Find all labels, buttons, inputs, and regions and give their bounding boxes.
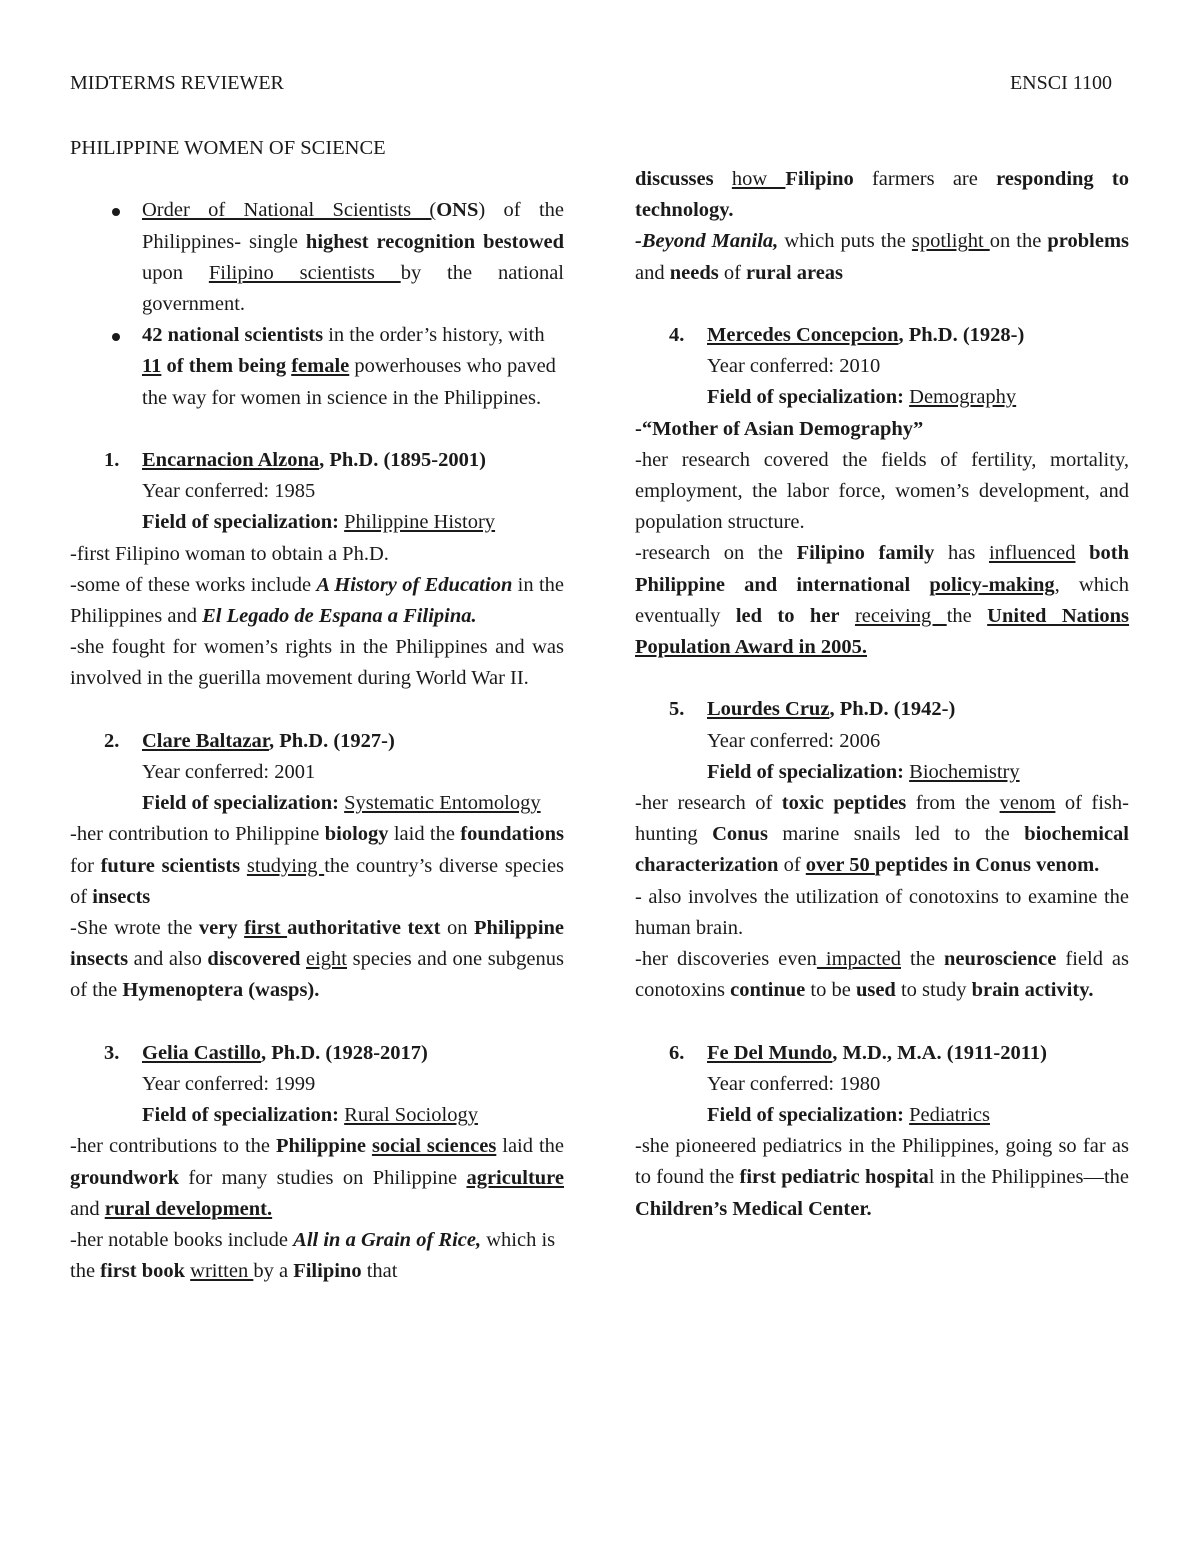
entry-del-mundo: 6. Fe Del Mundo, M.D., M.A. (1911-2011) Year conferred: 1980 Field of specialization: Pediatrics -she pioneered pediatrics in the Philippines, going so far as to found the first pediatric hospital in the Philippines—the Children’s Medical Center.: [635, 1041, 1129, 1220]
left-column: [70, 133, 564, 1287]
entry-castillo: 3. Gelia Castillo, Ph.D. (1928-2017) Year conferred: 1999 Field of specialization: Rural Sociology -her contributions to the Philippine social sciences laid the groundwork for many studies on Philippine agriculture and rural development. -her notable books include All in a Grain of Rice, which is the first book written by a Filipino that: [70, 1041, 564, 1283]
bullet-ons: Order of National Scientists (ONS) of the Philippines- single highest recognition bestowed upon Filipino scientists by the national government.: [70, 195, 564, 320]
header-course-code: ENSCI 1100: [1009, 72, 1112, 94]
scientist-name: Gelia Castillo: [142, 1041, 262, 1064]
scientist-name: Encarnacion Alzona: [142, 449, 320, 471]
entry-alzona: 1. Encarnacion Alzona, Ph.D. (1895-2001) Year conferred: 1985 Field of specialization: Philippine History -first Filipino woman to obtain a Ph.D. -some of these works include A History of Education in the Philippines and El Legado de Espana a Filipina. -she fought for women’s rights in the Philippines and was involved in the guerilla movement during World War II.: [70, 449, 565, 690]
entry-concepcion: 4. Mercedes Concepcion, Ph.D. (1928-) Year conferred: 2010 Field of specialization: Demography -“Mother of Asian Demography” -her research covered the fields of fertility, mortality, employment, the labor force, women’s development, and population structure. -research on the Filipino family has influenced both Philippine and international policy-making, which eventually led to her receiving the United Nations Population Award in 2005.: [635, 324, 1130, 659]
entry-cruz: 5. Lourdes Cruz, Ph.D. (1942-) Year conferred: 2006 Field of specialization: Biochemistry -her research of toxic peptides from the venom of fish-hunting Conus marine snails led to the biochemical characterization of over 50 peptides in Conus venom. - also involves the utilization of conotoxins to examine the human brain. -her discoveries even impacted the neuroscience field as conotoxins continue to be used to study brain activity.: [635, 698, 1129, 1002]
scientist-name: Lourdes Cruz: [707, 698, 830, 721]
entry-castillo-continued: discusses how Filipino farmers are responding to technology. -Beyond Manila, which puts the spotlight on the problems and needs of rural areas: [635, 168, 1130, 284]
right-column: [635, 164, 1129, 1225]
section-title: PHILIPPINE WOMEN OF SCIENCE: [70, 137, 386, 159]
page-header: [70, 72, 1112, 102]
intro-bullets: [70, 195, 564, 413]
scientist-name: Fe Del Mundo: [707, 1041, 833, 1064]
entry-baltazar: 2. Clare Baltazar, Ph.D. (1927-) Year conferred: 2001 Field of specialization: Systematic Entomology -her contribution to Philippine biology laid the foundations for future scientists studying the country’s diverse species of insects -She wrote the very first authoritative text on Philippine insects and also discovered eight species and one subgenus of the Hymenoptera (wasps).: [70, 729, 565, 1002]
bullet-national-scientists: 42 national scientists in the order’s history, with 11 of them being female powerhouses who paved the way for women in science in the Philippines.: [70, 320, 564, 414]
scientist-name: Mercedes Concepcion: [707, 324, 899, 346]
header-left: MIDTERMS REVIEWER: [70, 72, 284, 94]
scientist-name: Clare Baltazar: [142, 729, 269, 752]
